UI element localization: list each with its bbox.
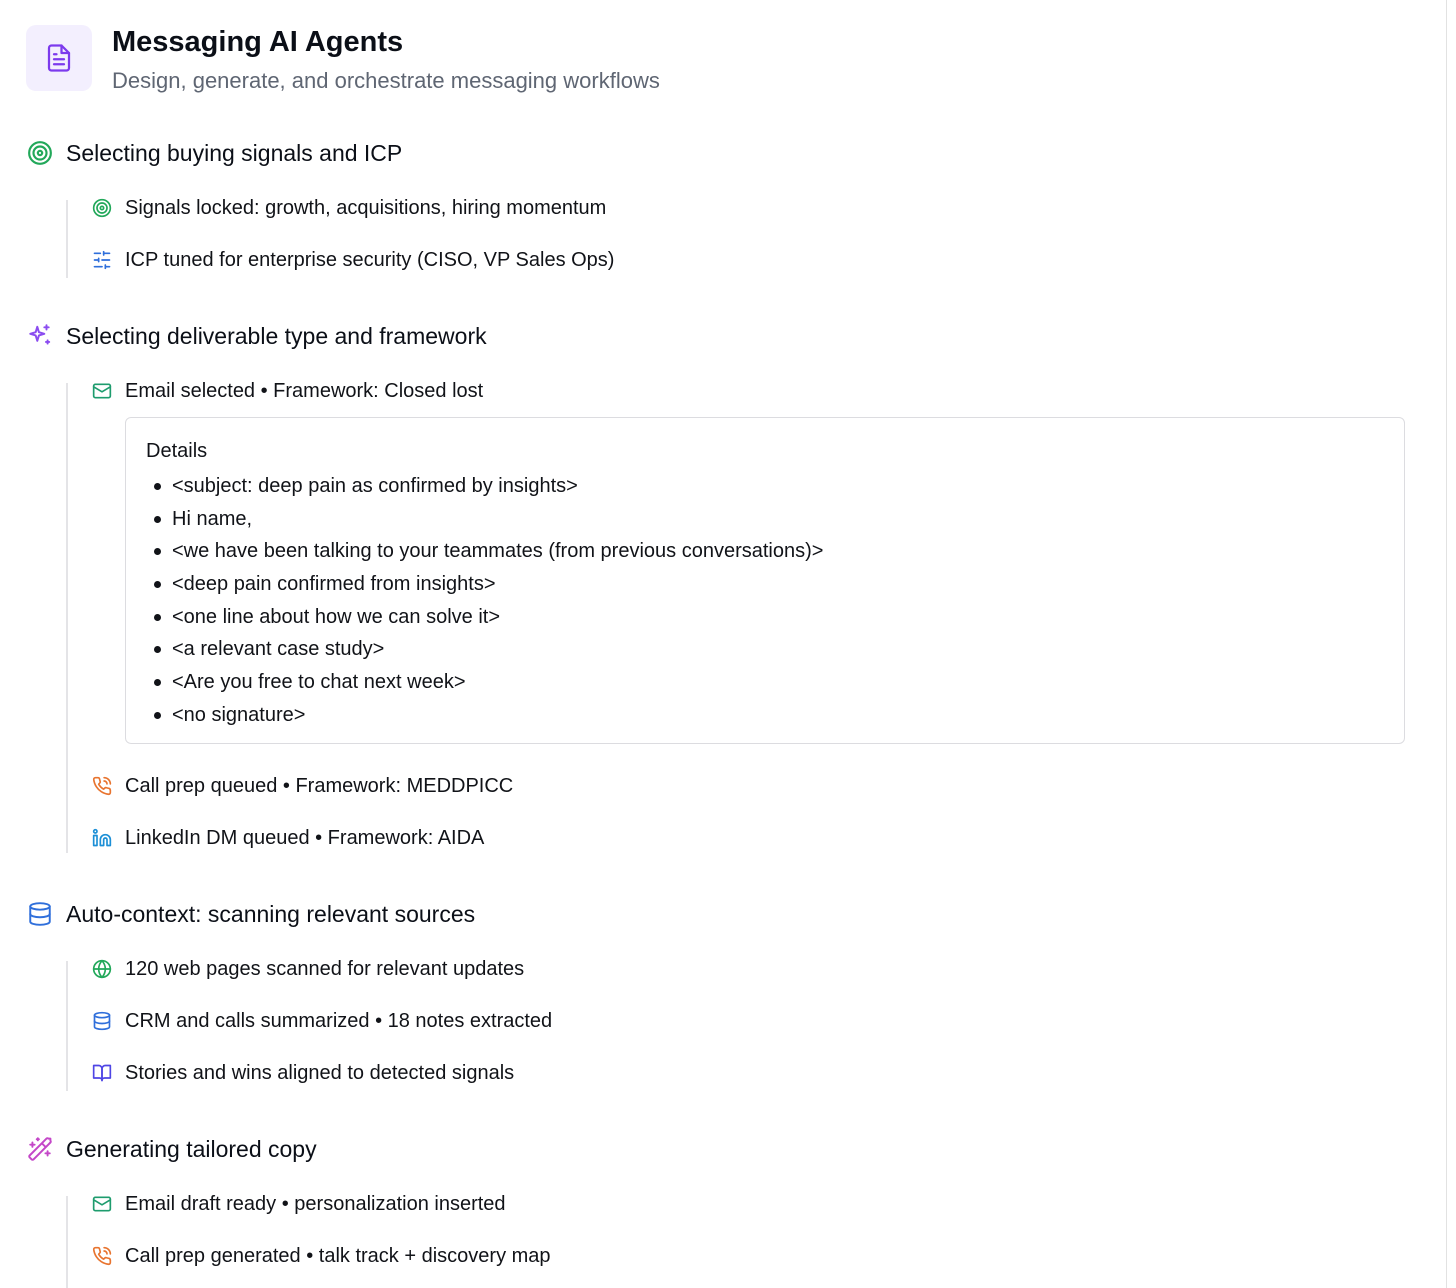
page-subtitle: Design, generate, and orchestrate messaging workflows: [112, 68, 660, 93]
timeline-rail: [66, 383, 68, 853]
globe-icon: [90, 957, 114, 981]
phone-icon: [90, 1244, 114, 1268]
list-item: [90, 1008, 552, 1034]
list-item: <Are you free to chat next week>: [146, 666, 823, 699]
item-text: Email draft ready • personalization inserted: [125, 1192, 506, 1215]
item-text: 120 web pages scanned for relevant updates: [125, 957, 525, 980]
mail-icon: [90, 1192, 114, 1216]
details-title: Details: [146, 440, 208, 462]
book-open-icon: [90, 1061, 114, 1085]
list-item: <one line about how we can solve it>: [146, 601, 823, 634]
section-header: [26, 899, 475, 929]
page-title: Messaging AI Agents: [112, 26, 404, 58]
details-list: [146, 470, 823, 732]
list-item: <a relevant case study>: [146, 633, 823, 666]
list-item: <we have been talking to your teammates (from previous conversations)>: [146, 535, 823, 568]
list-item: Hi name,: [146, 503, 823, 536]
list-item: [90, 1060, 514, 1086]
mail-icon: [90, 379, 114, 403]
section-title: Selecting deliverable type and framework: [66, 322, 487, 349]
list-item: <no signature>: [146, 699, 823, 732]
list-item: [90, 1243, 551, 1269]
section-title: Generating tailored copy: [66, 1135, 317, 1162]
list-item: [90, 247, 614, 273]
list-item: [90, 956, 524, 982]
section-header: [26, 138, 402, 168]
target-icon: [90, 196, 114, 220]
window-edge-divider: [1446, 0, 1447, 1288]
database-icon: [26, 900, 54, 928]
item-text: Call prep queued • Framework: MEDDPICC: [125, 774, 514, 797]
document-icon: [26, 25, 92, 91]
item-text: Stories and wins aligned to detected signals: [125, 1061, 515, 1084]
database-icon: [90, 1009, 114, 1033]
magic-wand-icon: [26, 1135, 54, 1163]
section-title: Selecting buying signals and ICP: [66, 139, 403, 166]
list-item: <deep pain confirmed from insights>: [146, 568, 823, 601]
phone-icon: [90, 774, 114, 798]
item-text: Signals locked: growth, acquisitions, hiring momentum: [125, 196, 607, 219]
section-header: [26, 1134, 317, 1164]
list-item: [90, 1191, 506, 1217]
item-text: Email selected • Framework: Closed lost: [125, 379, 484, 402]
details-panel: [125, 417, 1405, 744]
item-text: Call prep generated • talk track + discovery map: [125, 1244, 551, 1267]
list-item: <subject: deep pain as confirmed by insights>: [146, 470, 823, 503]
item-text: ICP tuned for enterprise security (CISO, VP Sales Ops): [125, 248, 615, 271]
timeline-rail: [66, 1196, 68, 1288]
item-text: LinkedIn DM queued • Framework: AIDA: [125, 826, 485, 849]
list-item: [90, 825, 484, 851]
target-icon: [26, 139, 54, 167]
sliders-icon: [90, 248, 114, 272]
list-item: [90, 773, 513, 799]
item-text: CRM and calls summarized • 18 notes extracted: [125, 1009, 553, 1032]
page-header: [26, 25, 926, 91]
timeline-rail: [66, 961, 68, 1091]
timeline-rail: [66, 200, 68, 278]
list-item: [90, 195, 606, 221]
section-header: [26, 321, 487, 351]
section-title: Auto-context: scanning relevant sources: [66, 900, 476, 927]
sparkles-icon: [26, 322, 54, 350]
list-item: [90, 378, 483, 404]
linkedin-icon: [90, 826, 114, 850]
